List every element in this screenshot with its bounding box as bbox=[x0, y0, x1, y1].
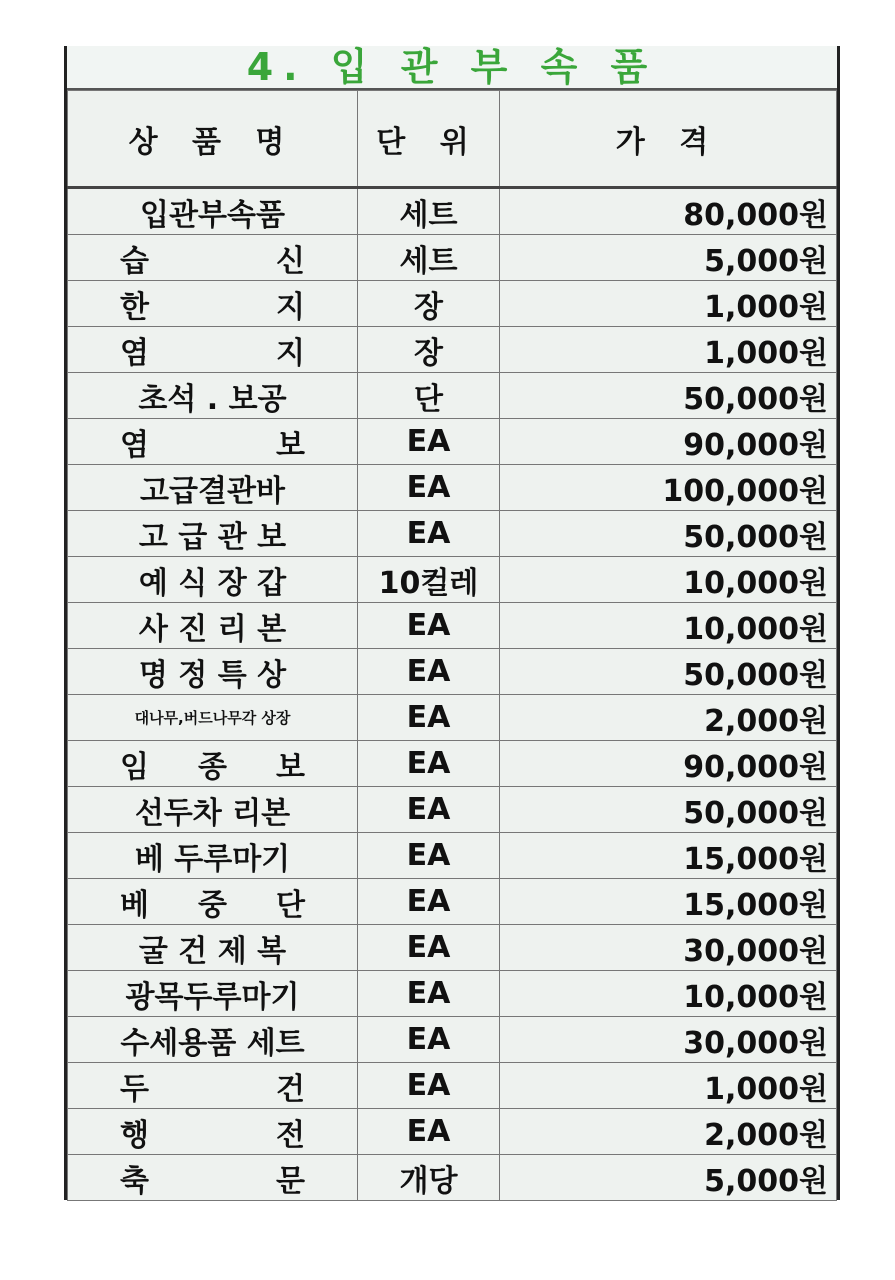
table-header-row bbox=[68, 91, 837, 188]
item-name: 베 두루마기 bbox=[68, 833, 358, 879]
item-price: 30,000원 bbox=[500, 1017, 837, 1063]
item-price: 1,000원 bbox=[500, 1063, 837, 1109]
item-name-part: 염 bbox=[120, 427, 149, 463]
item-name-part: 한 bbox=[120, 289, 149, 325]
item-unit: EA bbox=[358, 787, 500, 833]
item-price: 15,000원 bbox=[500, 879, 837, 925]
item-unit: EA bbox=[358, 649, 500, 695]
table-row bbox=[68, 281, 837, 327]
item-name-part: 보 bbox=[276, 427, 305, 463]
item-price: 100,000원 bbox=[500, 465, 837, 511]
table-row bbox=[68, 971, 837, 1017]
header-price: 가 격 bbox=[500, 91, 837, 188]
item-name-part: 습 bbox=[120, 243, 149, 279]
item-price: 15,000원 bbox=[500, 833, 837, 879]
table-row bbox=[68, 649, 837, 695]
item-name: 고 급 관 보 bbox=[68, 511, 358, 557]
item-name-text bbox=[120, 742, 305, 786]
item-unit: EA bbox=[358, 1017, 500, 1063]
item-price: 50,000원 bbox=[500, 649, 837, 695]
item-name-part: 전 bbox=[276, 1117, 305, 1153]
item-name bbox=[68, 1155, 358, 1201]
table-row bbox=[68, 373, 837, 419]
page-title: 4. 입 관 부 속 품 bbox=[67, 46, 837, 90]
item-unit: EA bbox=[358, 603, 500, 649]
table-row bbox=[68, 833, 837, 879]
item-name-text bbox=[120, 1064, 305, 1108]
item-name-part: 종 bbox=[198, 749, 227, 785]
item-name: 선두차 리본 bbox=[68, 787, 358, 833]
item-unit: EA bbox=[358, 741, 500, 787]
item-name bbox=[68, 419, 358, 465]
item-name-part: 중 bbox=[198, 887, 227, 923]
item-price: 80,000원 bbox=[500, 188, 837, 235]
header-name: 상 품 명 bbox=[68, 91, 358, 188]
item-unit: EA bbox=[358, 971, 500, 1017]
item-unit: EA bbox=[358, 695, 500, 741]
price-sheet bbox=[64, 46, 840, 1200]
price-table bbox=[67, 90, 837, 1201]
item-name-text bbox=[120, 282, 305, 326]
item-price: 90,000원 bbox=[500, 741, 837, 787]
item-unit: EA bbox=[358, 511, 500, 557]
item-price: 2,000원 bbox=[500, 1109, 837, 1155]
item-name bbox=[68, 741, 358, 787]
table-row bbox=[68, 465, 837, 511]
item-price: 10,000원 bbox=[500, 971, 837, 1017]
item-name-part: 축 bbox=[120, 1163, 149, 1199]
table-row bbox=[68, 419, 837, 465]
item-price: 5,000원 bbox=[500, 1155, 837, 1201]
table-row bbox=[68, 511, 837, 557]
item-price: 1,000원 bbox=[500, 327, 837, 373]
item-name-part: 지 bbox=[276, 335, 305, 371]
table-row bbox=[68, 925, 837, 971]
table-row bbox=[68, 603, 837, 649]
item-name: 고급결관바 bbox=[68, 465, 358, 511]
item-price: 50,000원 bbox=[500, 787, 837, 833]
table-row bbox=[68, 879, 837, 925]
item-name-part: 건 bbox=[276, 1071, 305, 1107]
table-row bbox=[68, 1155, 837, 1201]
item-price: 30,000원 bbox=[500, 925, 837, 971]
table-row bbox=[68, 787, 837, 833]
table-row bbox=[68, 1109, 837, 1155]
item-name-text bbox=[120, 420, 305, 464]
item-name bbox=[68, 1063, 358, 1109]
item-name-part: 지 bbox=[276, 289, 305, 325]
item-name-text bbox=[120, 328, 305, 372]
item-unit: 단 bbox=[358, 373, 500, 419]
item-price: 50,000원 bbox=[500, 373, 837, 419]
item-unit: 세트 bbox=[358, 235, 500, 281]
item-name-text bbox=[120, 880, 305, 924]
item-name-text bbox=[120, 236, 305, 280]
item-name-part: 염 bbox=[120, 335, 149, 371]
item-unit: 세트 bbox=[358, 188, 500, 235]
item-name-part: 신 bbox=[276, 243, 305, 279]
table-row bbox=[68, 327, 837, 373]
item-name: 명 정 특 상 bbox=[68, 649, 358, 695]
item-price: 1,000원 bbox=[500, 281, 837, 327]
item-name bbox=[68, 281, 358, 327]
item-name: 수세용품 세트 bbox=[68, 1017, 358, 1063]
item-name-part: 두 bbox=[120, 1071, 149, 1107]
table-row bbox=[68, 1063, 837, 1109]
item-unit: 장 bbox=[358, 281, 500, 327]
item-name-part: 행 bbox=[120, 1117, 149, 1153]
item-name-text bbox=[120, 1110, 305, 1154]
table-row bbox=[68, 235, 837, 281]
item-name-part: 보 bbox=[276, 749, 305, 785]
item-name-text bbox=[120, 1156, 305, 1200]
item-name: 입관부속품 bbox=[68, 188, 358, 235]
item-name bbox=[68, 1109, 358, 1155]
item-name: 광목두루마기 bbox=[68, 971, 358, 1017]
item-unit: 10컬레 bbox=[358, 557, 500, 603]
item-price: 10,000원 bbox=[500, 557, 837, 603]
table-row bbox=[68, 188, 837, 235]
item-name-part: 문 bbox=[276, 1163, 305, 1199]
item-unit: EA bbox=[358, 465, 500, 511]
item-name-part: 베 bbox=[120, 887, 149, 923]
item-unit: EA bbox=[358, 1063, 500, 1109]
item-name: 예 식 장 갑 bbox=[68, 557, 358, 603]
item-price: 50,000원 bbox=[500, 511, 837, 557]
item-unit: EA bbox=[358, 879, 500, 925]
table-row bbox=[68, 1017, 837, 1063]
item-name bbox=[68, 235, 358, 281]
table-row bbox=[68, 695, 837, 741]
table-row bbox=[68, 741, 837, 787]
item-unit: EA bbox=[358, 419, 500, 465]
table-row bbox=[68, 557, 837, 603]
header-unit: 단 위 bbox=[358, 91, 500, 188]
item-name: 굴 건 제 복 bbox=[68, 925, 358, 971]
item-name: 초석 . 보공 bbox=[68, 373, 358, 419]
item-price: 5,000원 bbox=[500, 235, 837, 281]
item-unit: 장 bbox=[358, 327, 500, 373]
item-unit: EA bbox=[358, 833, 500, 879]
item-name: 사 진 리 본 bbox=[68, 603, 358, 649]
item-unit: EA bbox=[358, 925, 500, 971]
item-name-part: 단 bbox=[276, 887, 305, 923]
item-price: 2,000원 bbox=[500, 695, 837, 741]
item-price: 90,000원 bbox=[500, 419, 837, 465]
item-name-part: 임 bbox=[120, 749, 149, 785]
item-name bbox=[68, 879, 358, 925]
item-name bbox=[68, 327, 358, 373]
item-price: 10,000원 bbox=[500, 603, 837, 649]
item-unit: 개당 bbox=[358, 1155, 500, 1201]
item-unit: EA bbox=[358, 1109, 500, 1155]
item-name: 대나무,버드나무각 상장 bbox=[68, 695, 358, 741]
